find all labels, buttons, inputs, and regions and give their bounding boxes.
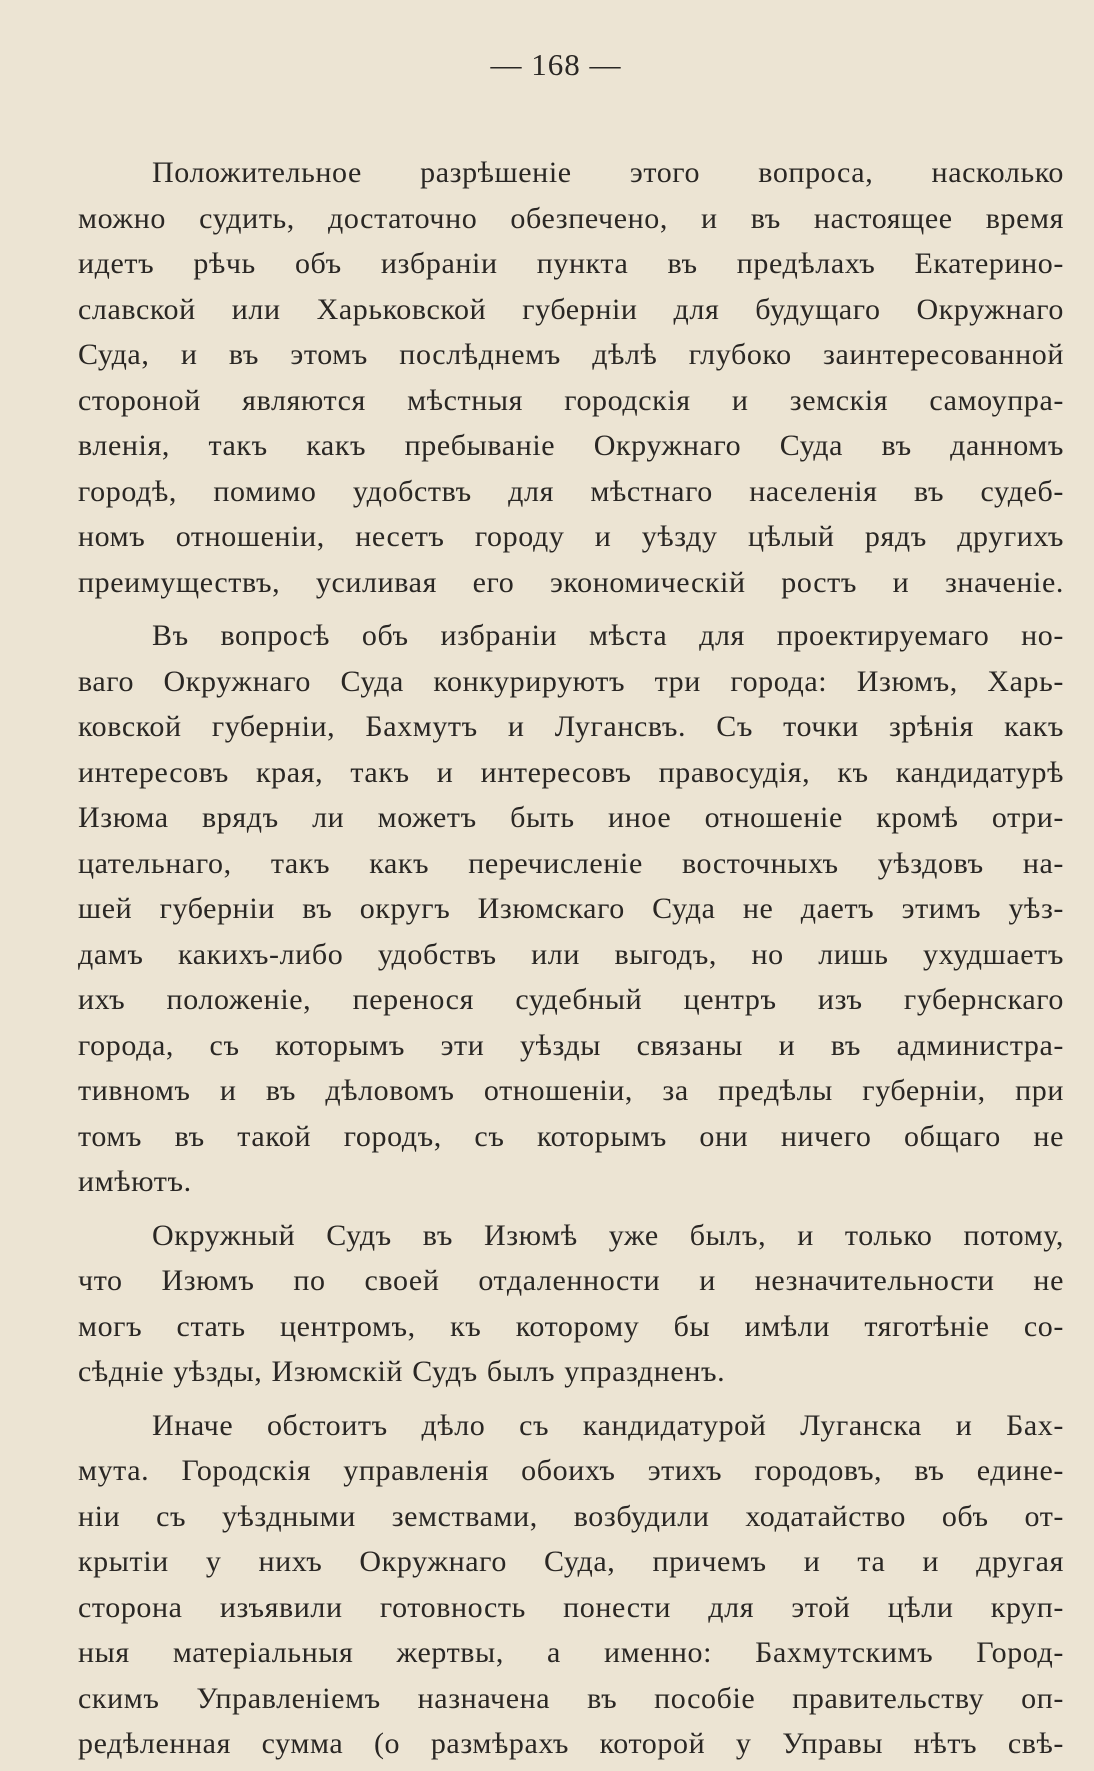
text-line: Суда, и въ этомъ послѣднемъ дѣлѣ глубоко заинтересованной — [78, 338, 1064, 371]
text-line: преимуществъ, усиливая его экономическій ростъ и значеніе. — [78, 565, 1064, 599]
text-line: интересовъ края, такъ и интересовъ правосудія, къ кандидатурѣ — [78, 755, 1064, 789]
page-number: — 168 — — [490, 47, 622, 82]
text-line: крытіи у нихъ Окружнаго Суда, причемъ и та и другая — [78, 1545, 1064, 1578]
text-line: Иначе обстоитъ дѣло съ кандидатурой Луганска и Бах- — [152, 1408, 1064, 1442]
text-line: города, съ которымъ эти уѣзды связаны и въ администра- — [78, 1028, 1064, 1062]
text-line: могъ стать центромъ, къ которому бы имѣли тяготѣніе со- — [78, 1309, 1064, 1343]
text-line: Окружный Судъ въ Изюмѣ уже былъ, и только потому, — [152, 1218, 1064, 1252]
text-line: скимъ Управленіемъ назначена въ пособіе правительству оп- — [78, 1681, 1064, 1715]
text-line: дамъ какихъ-либо удобствъ или выгодъ, но лишь ухудшаетъ — [78, 937, 1064, 971]
text-line: Положительное разрѣшеніе этого вопроса, насколько — [152, 156, 1064, 189]
text-line: номъ отношеніи, несетъ городу и уѣзду цѣлый рядъ другихъ — [78, 520, 1064, 553]
paragraph-4 — [78, 1403, 1064, 1767]
text-line: стороной являются мѣстныя городскія и земскія самоупра- — [78, 383, 1064, 417]
text-line: Въ вопросѣ объ избраніи мѣста для проектируемаго но- — [152, 619, 1064, 652]
paragraph-2 — [78, 613, 1064, 1205]
text-line: ныя матеріальныя жертвы, а именно: Бахмутскимъ Город- — [78, 1636, 1064, 1669]
text-line: ніи съ уѣздными земствами, возбудили ходатайство объ от- — [78, 1499, 1064, 1533]
text-line: томъ въ такой городъ, съ которымъ они ничего общаго не — [78, 1119, 1064, 1153]
text-line: сѣдніе уѣзды, Изюмскій Судъ былъ упраздненъ. — [78, 1355, 726, 1388]
text-line: редѣленная сумма (о размѣрахъ которой у Управы нѣтъ свѣ- — [78, 1727, 1064, 1760]
paragraph-1 — [78, 150, 1064, 605]
text-line: цательнаго, такъ какъ перечисленіе восточныхъ уѣздовъ на- — [78, 846, 1064, 880]
text-line: шей губерніи въ округъ Изюмскаго Суда не даетъ этимъ уѣз- — [78, 892, 1064, 925]
paragraph-3 — [78, 1213, 1064, 1395]
text-line: имѣютъ. — [78, 1165, 192, 1198]
text-line: что Изюмъ по своей отдаленности и незначительности не — [78, 1264, 1064, 1297]
text-line: тивномъ и въ дѣловомъ отношеніи, за предѣлы губерніи, при — [78, 1074, 1064, 1107]
text-line: городѣ, помимо удобствъ для мѣстнаго населенія въ судеб- — [78, 474, 1064, 508]
text-line: славской или Харьковской губерніи для будущаго Окружнаго — [78, 292, 1064, 326]
text-line: мута. Городскія управленія обоихъ этихъ городовъ, въ едине- — [78, 1454, 1064, 1487]
text-line: можно судить, достаточно обезпечено, и въ настоящее время — [78, 201, 1064, 235]
text-line: вленія, такъ какъ пребываніе Окружнаго Суда въ данномъ — [78, 429, 1064, 462]
text-line: сторона изъявили готовность понести для этой цѣли круп- — [78, 1590, 1064, 1624]
text-line: идетъ рѣчь объ избраніи пункта въ предѣлахъ Екатерино- — [78, 247, 1064, 280]
text-line: ковской губерніи, Бахмутъ и Лугансвъ. Съ точки зрѣнія какъ — [78, 710, 1064, 743]
text-line: ваго Окружнаго Суда конкурируютъ три города: Изюмъ, Харь- — [78, 664, 1064, 698]
text-line: Изюма врядъ ли можетъ быть иное отношеніе кромѣ отри- — [78, 801, 1064, 834]
text-line: ихъ положеніе, перенося судебный центръ изъ губернскаго — [78, 983, 1064, 1016]
